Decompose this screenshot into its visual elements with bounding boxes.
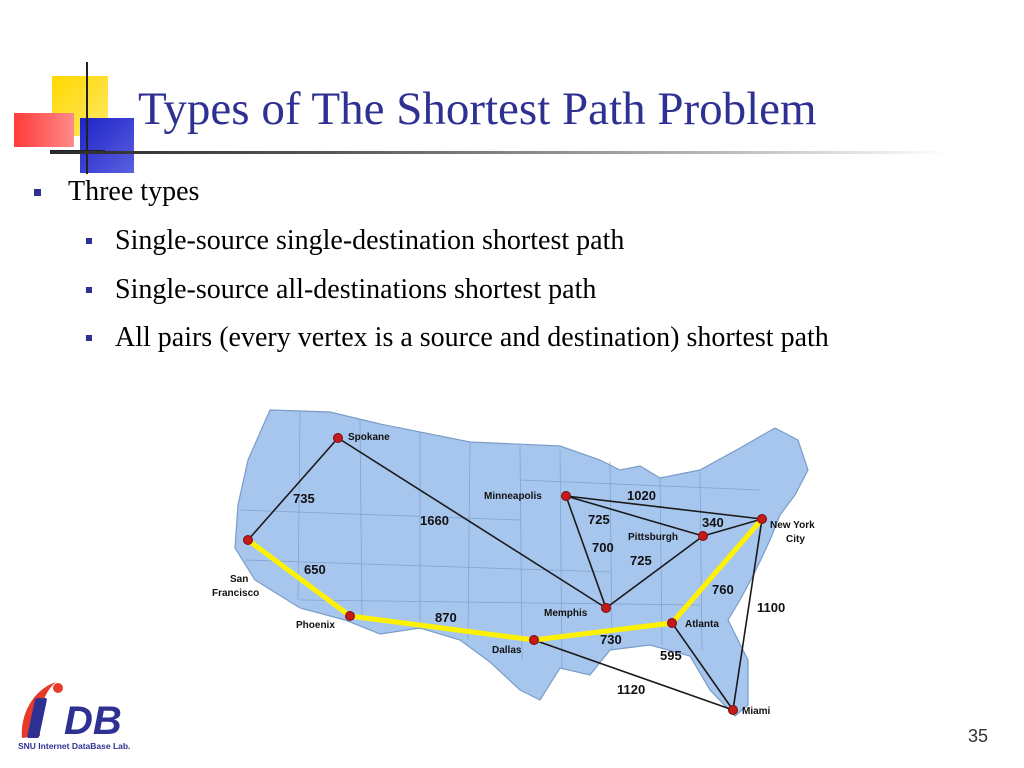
distance-label: 735 — [293, 491, 315, 506]
city-label-memphis: Memphis — [544, 608, 588, 619]
node-miami — [729, 706, 738, 715]
slide-title: Types of The Shortest Path Problem — [138, 83, 817, 135]
city-label-miami: Miami — [742, 706, 771, 717]
city-label-new-york-city: City — [786, 534, 805, 545]
city-label-dallas: Dallas — [492, 645, 522, 656]
bullet-sub-text: Single-source all-destinations shortest path — [115, 274, 597, 305]
distance-label: 650 — [304, 562, 326, 577]
distance-label: 1660 — [420, 513, 449, 528]
title-divider — [50, 151, 950, 154]
logo-caption: SNU Internet DataBase Lab. — [18, 741, 131, 751]
city-label-pittsburgh: Pittsburgh — [628, 532, 678, 543]
node-minneapolis — [562, 492, 571, 501]
node-new-york — [758, 515, 767, 524]
page-number: 35 — [968, 726, 989, 746]
bullet-main — [68, 176, 199, 208]
city-label-san: San — [230, 574, 249, 585]
bullet-sub-text: Single-source single-destination shortest path — [115, 225, 625, 256]
city-label-phoenix: Phoenix — [296, 620, 335, 631]
distance-label: 725 — [588, 512, 610, 527]
city-label-atlanta: Atlanta — [685, 619, 719, 630]
bullet-sub-text: All pairs (every vertex is a source and destination) shortest path — [115, 322, 829, 353]
node-san-francisco — [244, 536, 253, 545]
bullet-main-text: Three types — [68, 176, 200, 207]
node-spokane — [334, 434, 343, 443]
distance-label: 1020 — [627, 488, 656, 503]
distance-label: 595 — [660, 648, 682, 663]
bullet-sub — [115, 322, 829, 354]
distance-label: 870 — [435, 610, 457, 625]
distance-label: 1100 — [757, 600, 786, 615]
distance-label: 760 — [712, 582, 734, 597]
node-phoenix — [346, 612, 355, 621]
us-map-graph — [205, 400, 845, 725]
node-atlanta — [668, 619, 677, 628]
distance-label: 700 — [592, 540, 614, 555]
city-label-minneapolis: Minneapolis — [484, 491, 542, 502]
bullet-sub — [115, 225, 624, 257]
bullet-square-icon — [86, 287, 92, 293]
logo-text: DB — [64, 699, 122, 743]
node-pittsburgh — [699, 532, 708, 541]
city-label-francisco: Francisco — [212, 588, 260, 599]
bullet-square-icon — [34, 189, 41, 196]
distance-label: 725 — [630, 553, 652, 568]
bullet-square-icon — [86, 238, 92, 244]
bullet-square-icon — [86, 335, 92, 341]
distance-label: 1120 — [617, 682, 646, 697]
city-label-new-york: New York — [770, 520, 815, 531]
node-dallas — [530, 636, 539, 645]
distance-label: 340 — [702, 515, 724, 530]
distance-label: 730 — [600, 632, 622, 647]
city-label-spokane: Spokane — [348, 432, 390, 443]
node-memphis — [602, 604, 611, 613]
bullet-sub — [115, 274, 596, 306]
